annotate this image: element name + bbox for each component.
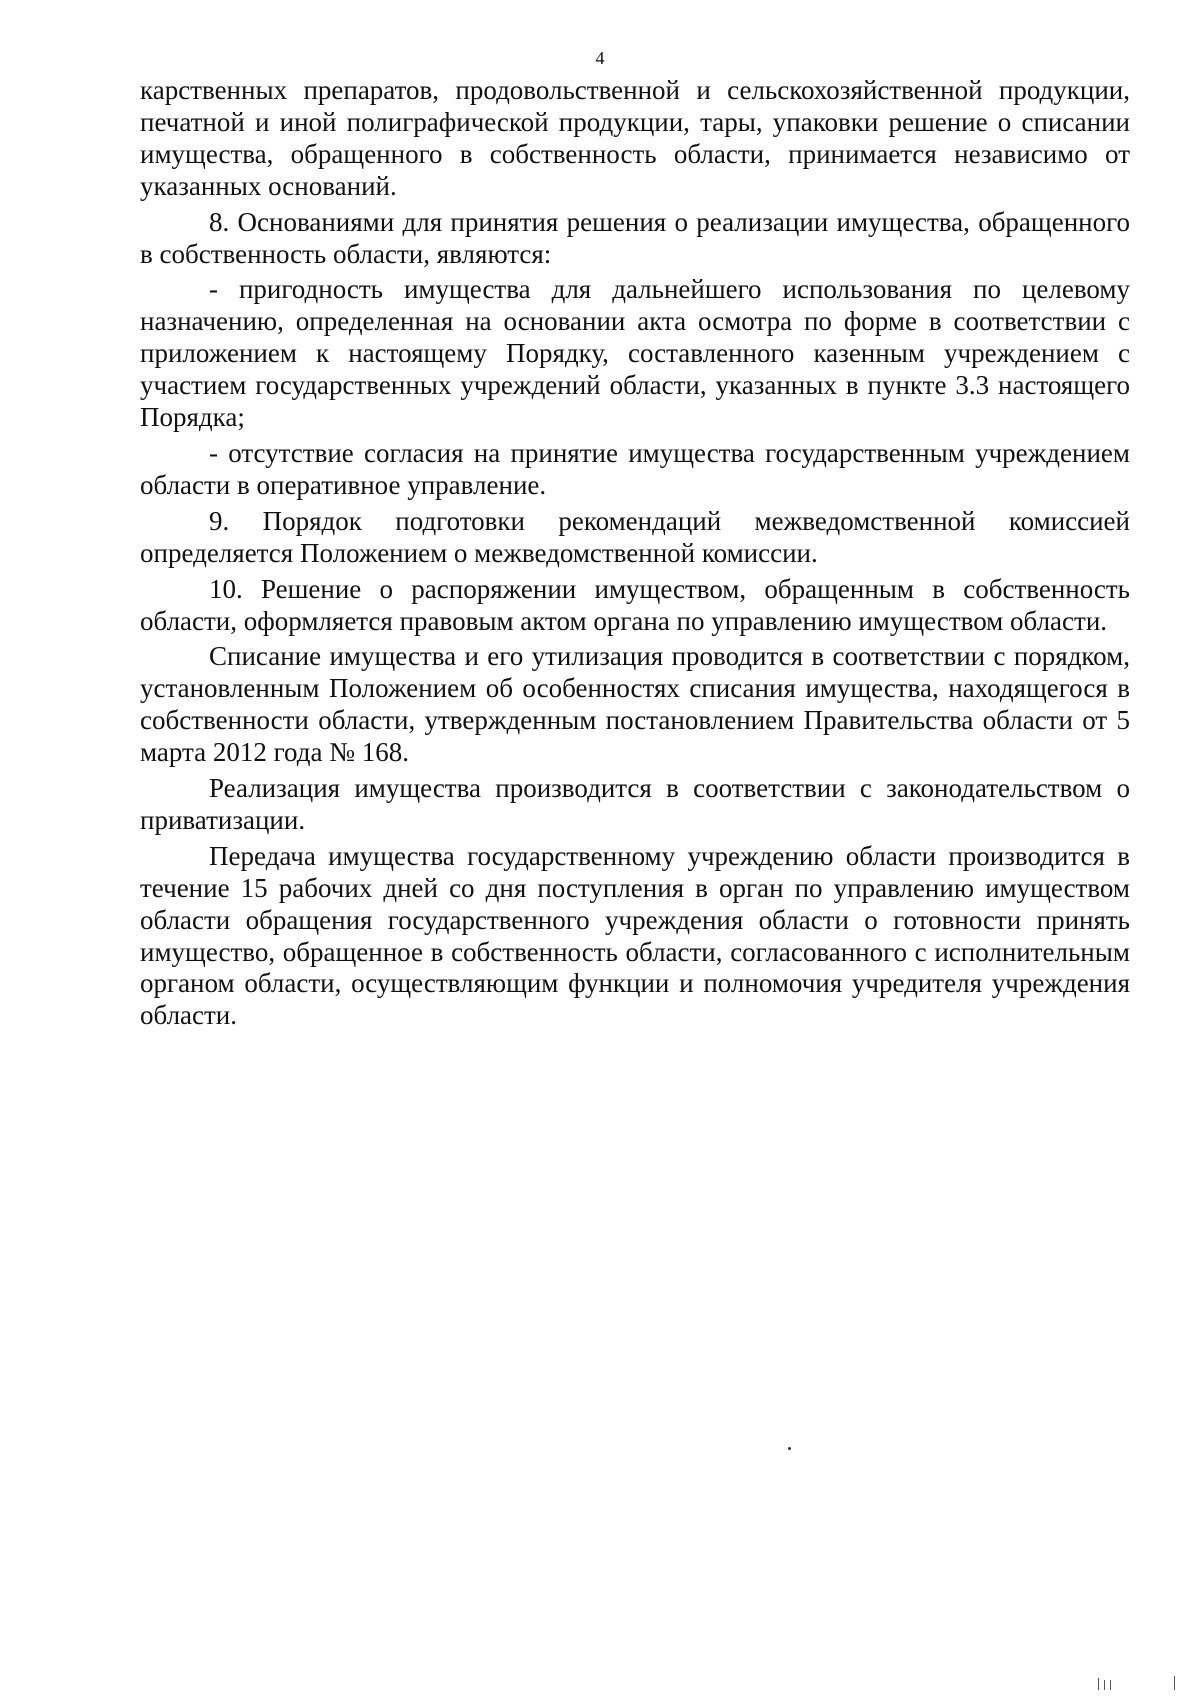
paragraph-continuation: карственных препаратов, продовольственной и сельскохозяйственной продукции, печатной и иной полиграфической продукции, тары, упаковки решение о списании имущества, обращенного в собственность области, принимается независимо от указанных оснований. <box>140 75 1130 201</box>
scan-speck <box>788 1447 791 1450</box>
paragraph-item-8: 8. Основаниями для принятия решения о реализации имущества, обращенного в собственность области, являются: <box>140 206 1130 269</box>
paragraph-item-10: 10. Решение о распоряжении имуществом, обращенным в собственность области, оформляется правовым актом органа по управлению имуществом области. <box>140 573 1130 636</box>
paragraph-bullet-suitability: - пригодность имущества для дальнейшего использования по целевому назначению, определенная на основании акта осмотра по форме в соответствии с приложением к настоящему Порядку, составленного казенным учреждением с участием государственных учреждений области, указанных в пункте 3.3 настоящего Порядка; <box>140 274 1130 433</box>
paragraph-write-off: Списание имущества и его утилизация проводится в соответствии с порядком, установленным Положением об особенностях списания имущества, находящегося в собственности области, утвержденным постановлением Правительства области от 5 марта 2012 года № 168. <box>140 641 1130 768</box>
paragraph-item-9: 9. Порядок подготовки рекомендаций межведомственной комиссией определяется Положением о межведомственной комиссии. <box>140 505 1130 568</box>
scan-edge-mark <box>1110 1680 1111 1690</box>
paragraph-transfer: Передача имущества государственному учреждению области производится в течение 15 рабочих дней со дня поступления в орган по управлению имуществом области обращения государственного учреждения области о готовности принять имущество, обращенное в собственность области, согласованного с исполнительным органом области, осуществляющим функции и полномочия учредителя учреждения области. <box>140 840 1130 1031</box>
document-body <box>140 75 1130 1032</box>
paragraph-sale: Реализация имущества производится в соответствии с законодательством о приватизации. <box>140 773 1130 835</box>
scan-edge-mark <box>1098 1678 1099 1690</box>
paragraph-bullet-no-consent: - отсутствие согласия на принятие имущества государственным учреждением области в оперативное управление. <box>140 437 1130 500</box>
scan-edge-mark <box>1174 1676 1175 1690</box>
scan-edge-mark <box>1104 1680 1105 1690</box>
page-number: 4 <box>595 48 605 68</box>
